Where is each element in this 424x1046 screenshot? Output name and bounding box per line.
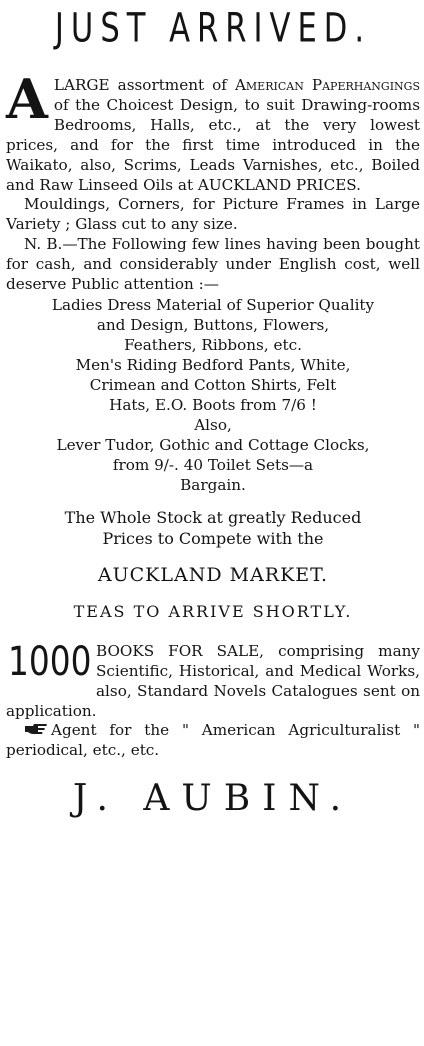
- lead-small-caps-1: American: [234, 76, 304, 94]
- item-line: Hats, E.O. Boots from 7/6 !: [109, 395, 317, 414]
- pointing-hand-icon: [24, 722, 48, 736]
- lead-text-after: of the Choicest Design, to suit Drawing-rooms Bedrooms, Halls, etc., at the very lowest prices, and for the first time introduced in the Waikato, also, Scrims, Leads Varnishes, etc., Boiled and Raw Linseed Oils at AUCKLAND PRICES.: [6, 95, 420, 194]
- market-heading: AUCKLAND MARKET.: [97, 563, 329, 586]
- lead-small-caps-2: Paperhangings: [311, 76, 420, 94]
- headline: JUST ARRIVED.: [54, 4, 372, 52]
- item-line: from 9/-. 40 Toilet Sets—a: [112, 455, 314, 474]
- lead-text-before: LARGE assortment of: [53, 76, 235, 94]
- agent-paragraph: [6, 721, 420, 761]
- drop-cap: A: [6, 67, 48, 131]
- nb-paragraph: N. B.—The Following few lines having been bought for cash, and considerably under English cost, well deserve Public attention :—: [6, 235, 420, 294]
- item-line: Also,: [194, 415, 232, 434]
- books-text: BOOKS FOR SALE, comprising many Scientific, Historical, and Medical Works, also, Standard Novels Catalogues sent on application.: [6, 641, 420, 720]
- item-line: Bargain.: [180, 475, 246, 494]
- stock-line: Prices to Compete with the: [102, 528, 324, 548]
- item-line: and Design, Buttons, Flowers,: [96, 315, 330, 334]
- item-line: Men's Riding Bedford Pants, White,: [75, 355, 351, 374]
- signature: J. AUBIN.: [72, 777, 354, 819]
- agent-text: Agent for the " American Agriculturalist " periodical, etc., etc.: [6, 720, 420, 759]
- stock-notice: [6, 507, 420, 549]
- item-list: [6, 295, 420, 495]
- mouldings-paragraph: Mouldings, Corners, for Picture Frames in Large Variety ; Glass cut to any size.: [6, 195, 420, 234]
- books-paragraph: [6, 638, 420, 721]
- stock-line: The Whole Stock at greatly Reduced: [64, 507, 362, 527]
- teas-heading: TEAS TO ARRIVE SHORTLY.: [73, 601, 353, 621]
- item-line: Crimean and Cotton Shirts, Felt: [89, 375, 337, 394]
- item-line: Lever Tudor, Gothic and Cottage Clocks,: [56, 435, 370, 454]
- item-line: Ladies Dress Material of Superior Quality: [51, 295, 375, 314]
- lead-paragraph: [6, 67, 420, 195]
- item-line: Feathers, Ribbons, etc.: [124, 335, 302, 354]
- books-number: 1000: [8, 638, 92, 685]
